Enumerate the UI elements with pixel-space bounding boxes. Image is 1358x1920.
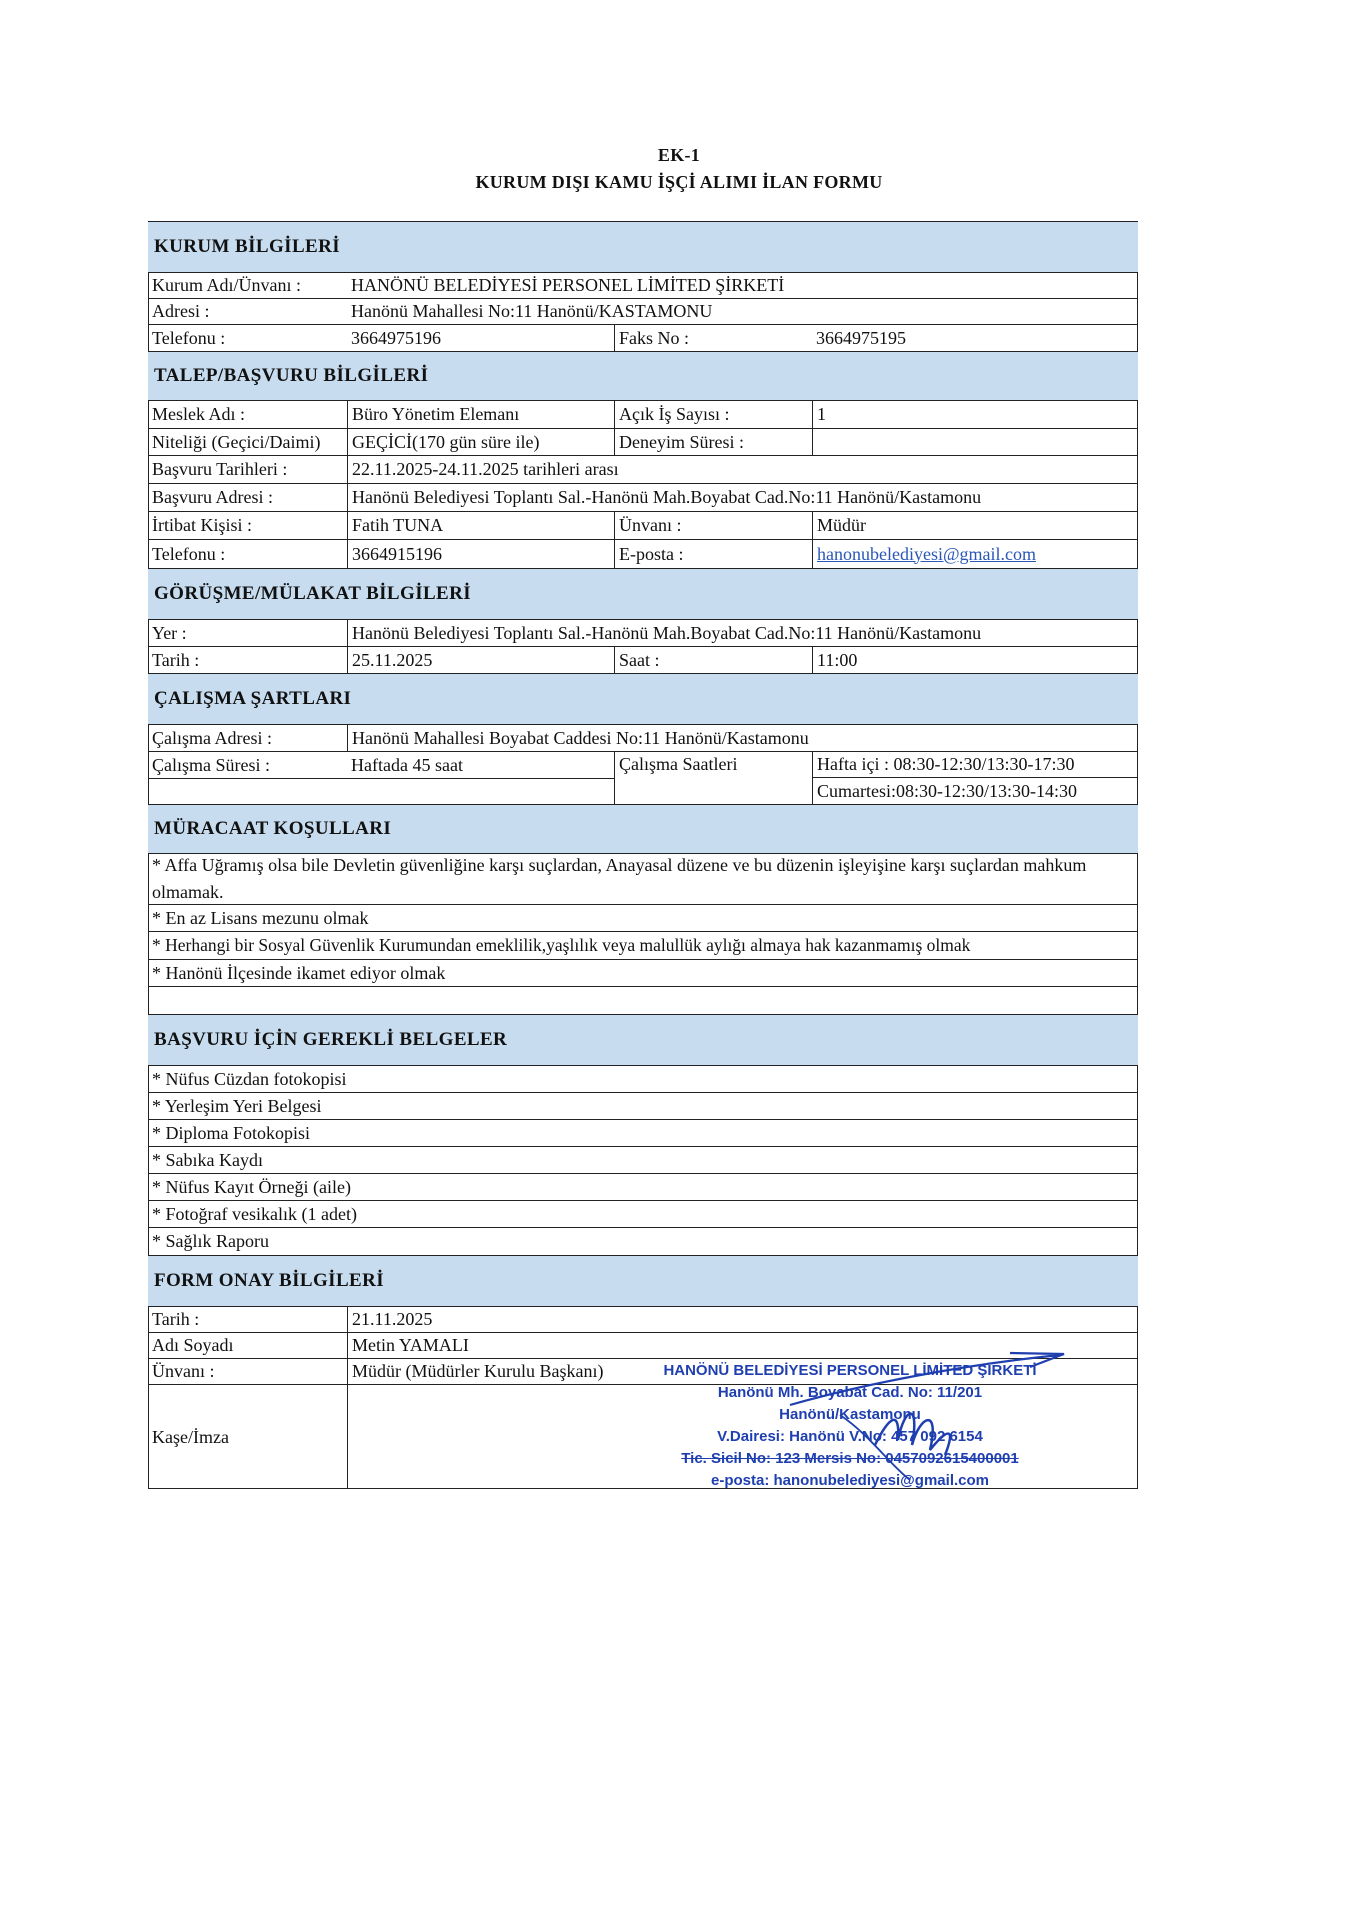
value-calisma-adres: Hanönü Mahallesi Boyabat Caddesi No:11 Hanönü/Kastamonu [347, 725, 1138, 751]
value-meslek: Büro Yönetim Elemanı [347, 401, 614, 428]
muracaat-item-1: * Affa Uğramış olsa bile Devletin güvenliğine karşı suçlardan, Anayasal düzene ve bu düzenin işleyişine karşı suçlardan mahkum olmamak. [152, 855, 1087, 902]
section-talep: TALEP/BAŞVURU BİLGİLERİ [148, 351, 1138, 401]
divider-sure [148, 778, 614, 779]
row-calisma-adres [148, 725, 1138, 752]
section-belgeler: BAŞVURU İÇİN GEREKLİ BELGELER [148, 1014, 1138, 1066]
email-link[interactable]: hanonubelediyesi@gmail.com [817, 543, 1037, 564]
label-saat: Saat : [614, 647, 812, 673]
label-calisma-sure: Çalışma Süresi : [152, 754, 270, 775]
row-meslek [148, 401, 1138, 429]
row-kurum-name [148, 273, 1138, 299]
stamp-line-2: Hanönü Mh. Boyabat Cad. No: 11/201 [717, 1384, 983, 1401]
value-basvuru-tarih: 22.11.2025-24.11.2025 tarihleri arası [347, 456, 1138, 483]
row-muracaat-3 [148, 932, 1138, 960]
value-kurum-name: HANÖNÜ BELEDİYESİ PERSONEL LİMİTED ŞİRKETİ [351, 275, 785, 295]
stamp-line-5: Tic. Sicil No: 123 Mersis No: 0457092615400001 [681, 1450, 1019, 1467]
value-mulakat-tarih: 25.11.2025 [347, 647, 614, 673]
label-acik-is: Açık İş Sayısı : [614, 401, 812, 428]
value-yer: Hanönü Belediyesi Toplantı Sal.-Hanönü Mah.Boyabat Cad.No:11 Hanönü/Kastamonu [347, 620, 1138, 646]
value-irtibat: Fatih TUNA [347, 512, 614, 539]
label-kase: Kaşe/İmza [152, 1426, 229, 1447]
label-basvuru-tarih: Başvuru Tarihleri : [152, 459, 288, 479]
stamp-line-4: V.Dairesi: Hanönü V.No: 457 092 6154 [717, 1428, 983, 1445]
row-kurum-phone [148, 325, 1138, 351]
label-eposta: E-posta : [614, 540, 812, 568]
stamp-line-1: HANÖNÜ BELEDİYESİ PERSONEL LİMİTED ŞİRKETİ [663, 1362, 1037, 1379]
label-kurum-fax: Faks No : [614, 325, 812, 351]
value-talep-tel: 3664915196 [347, 540, 614, 568]
value-deneyim [812, 429, 1138, 455]
label-kurum-name: Kurum Adı/Ünvanı : [152, 275, 301, 295]
row-mulakat-tarih [148, 647, 1138, 673]
row-belge-5 [148, 1174, 1138, 1201]
row-kurum-address [148, 299, 1138, 325]
row-basvuru-adres [148, 484, 1138, 512]
value-nitelik: GEÇİCİ(170 gün süre ile) [347, 429, 614, 455]
value-onay-unvan: Müdür (Müdürler Kurulu Başkanı) [347, 1359, 1138, 1384]
label-meslek: Meslek Adı : [152, 404, 245, 424]
label-onay-ad: Adı Soyadı [152, 1335, 234, 1355]
value-acik-is: 1 [812, 401, 1138, 428]
value-eposta[interactable] [812, 540, 1138, 568]
value-saat: 11:00 [812, 647, 1138, 673]
label-mulakat-tarih: Tarih : [152, 649, 200, 670]
row-talep-tel [148, 540, 1138, 568]
row-irtibat [148, 512, 1138, 540]
section-muracaat: MÜRACAAT KOŞULLARI [148, 804, 1138, 854]
label-kurum-address: Adresi : [152, 301, 210, 321]
belge-item-1: * Nüfus Cüzdan fotokopisi [152, 1068, 347, 1089]
company-stamp [650, 1360, 1050, 1492]
label-onay-unvan: Ünvanı : [152, 1361, 215, 1381]
label-basvuru-adres: Başvuru Adresi : [152, 487, 273, 507]
row-belge-3 [148, 1120, 1138, 1147]
stamp-line-6: e-posta: hanonubelediyesi@gmail.com [710, 1472, 989, 1489]
label-irtibat: İrtibat Kişisi : [152, 515, 252, 535]
row-belge-4 [148, 1147, 1138, 1174]
label-deneyim: Deneyim Süresi : [614, 429, 812, 455]
label-calisma-saatleri: Çalışma Saatleri [614, 752, 812, 804]
value-kurum-fax: 3664975195 [816, 327, 906, 348]
stamp-line-3: Hanönü/Kastamonu [779, 1406, 921, 1423]
label-kurum-phone: Telefonu : [152, 327, 226, 348]
belge-item-7: * Sağlık Raporu [152, 1231, 269, 1251]
row-nitelik [148, 429, 1138, 456]
row-belge-2 [148, 1093, 1138, 1120]
row-muracaat-2 [148, 905, 1138, 932]
row-muracaat-empty [148, 987, 1138, 1014]
section-calisma: ÇALIŞMA ŞARTLARI [148, 673, 1138, 725]
belge-item-5: * Nüfus Kayıt Örneği (aile) [152, 1176, 351, 1197]
muracaat-item-3: * Herhangi bir Sosyal Güvenlik Kurumundan emeklilik,yaşlılık veya malullük aylığı almaya hak kazanmamış olmak [152, 935, 971, 955]
belge-item-6: * Fotoğraf vesikalık (1 adet) [152, 1203, 357, 1224]
belge-item-2: * Yerleşim Yeri Belgesi [152, 1095, 322, 1116]
row-belge-1 [148, 1066, 1138, 1093]
muracaat-item-2: * En az Lisans mezunu olmak [152, 907, 369, 928]
row-belge-7 [148, 1228, 1138, 1255]
value-unvan: Müdür [812, 512, 1138, 539]
muracaat-item-4: * Hanönü İlçesinde ikamet ediyor olmak [152, 962, 446, 983]
value-basvuru-adres: Hanönü Belediyesi Toplantı Sal.-Hanönü Mah.Boyabat Cad.No:11 Hanönü/Kastamonu [347, 484, 1138, 511]
label-calisma-adres: Çalışma Adresi : [152, 727, 272, 748]
section-onay: FORM ONAY BİLGİLERİ [148, 1255, 1138, 1307]
row-onay-tarih [148, 1307, 1138, 1333]
section-gorusme: GÖRÜŞME/MÜLAKAT BİLGİLERİ [148, 568, 1138, 620]
belge-item-4: * Sabıka Kaydı [152, 1149, 263, 1170]
row-muracaat-4 [148, 960, 1138, 987]
value-kurum-address: Hanönü Mahallesi No:11 Hanönü/KASTAMONU [351, 301, 713, 321]
row-muracaat-1 [148, 854, 1138, 905]
form-title: KURUM DIŞI KAMU İŞÇİ ALIMI İLAN FORMU [475, 172, 883, 192]
value-calisma-sure: Haftada 45 saat [351, 754, 463, 775]
value-onay-tarih: 21.11.2025 [347, 1307, 1138, 1332]
row-belge-6 [148, 1201, 1138, 1228]
value-kurum-phone: 3664975196 [351, 327, 441, 348]
label-nitelik: Niteliği (Geçici/Daimi) [152, 431, 321, 452]
row-basvuru-tarih [148, 456, 1138, 484]
value-haftaici: Hafta içi : 08:30-12:30/13:30-17:30 [812, 752, 1138, 778]
label-onay-tarih: Tarih : [152, 1309, 200, 1329]
form-code: EK-1 [657, 145, 701, 165]
section-kurum: KURUM BİLGİLERİ [148, 221, 1138, 273]
label-unvan: Ünvanı : [614, 512, 812, 539]
value-cumartesi: Cumartesi:08:30-12:30/13:30-14:30 [812, 778, 1138, 804]
row-yer [148, 620, 1138, 647]
value-onay-ad: Metin YAMALI [347, 1333, 1138, 1358]
label-talep-tel: Telefonu : [152, 543, 226, 564]
row-calisma-sure [148, 752, 1138, 804]
label-yer: Yer : [152, 622, 187, 643]
belge-item-3: * Diploma Fotokopisi [152, 1122, 311, 1143]
